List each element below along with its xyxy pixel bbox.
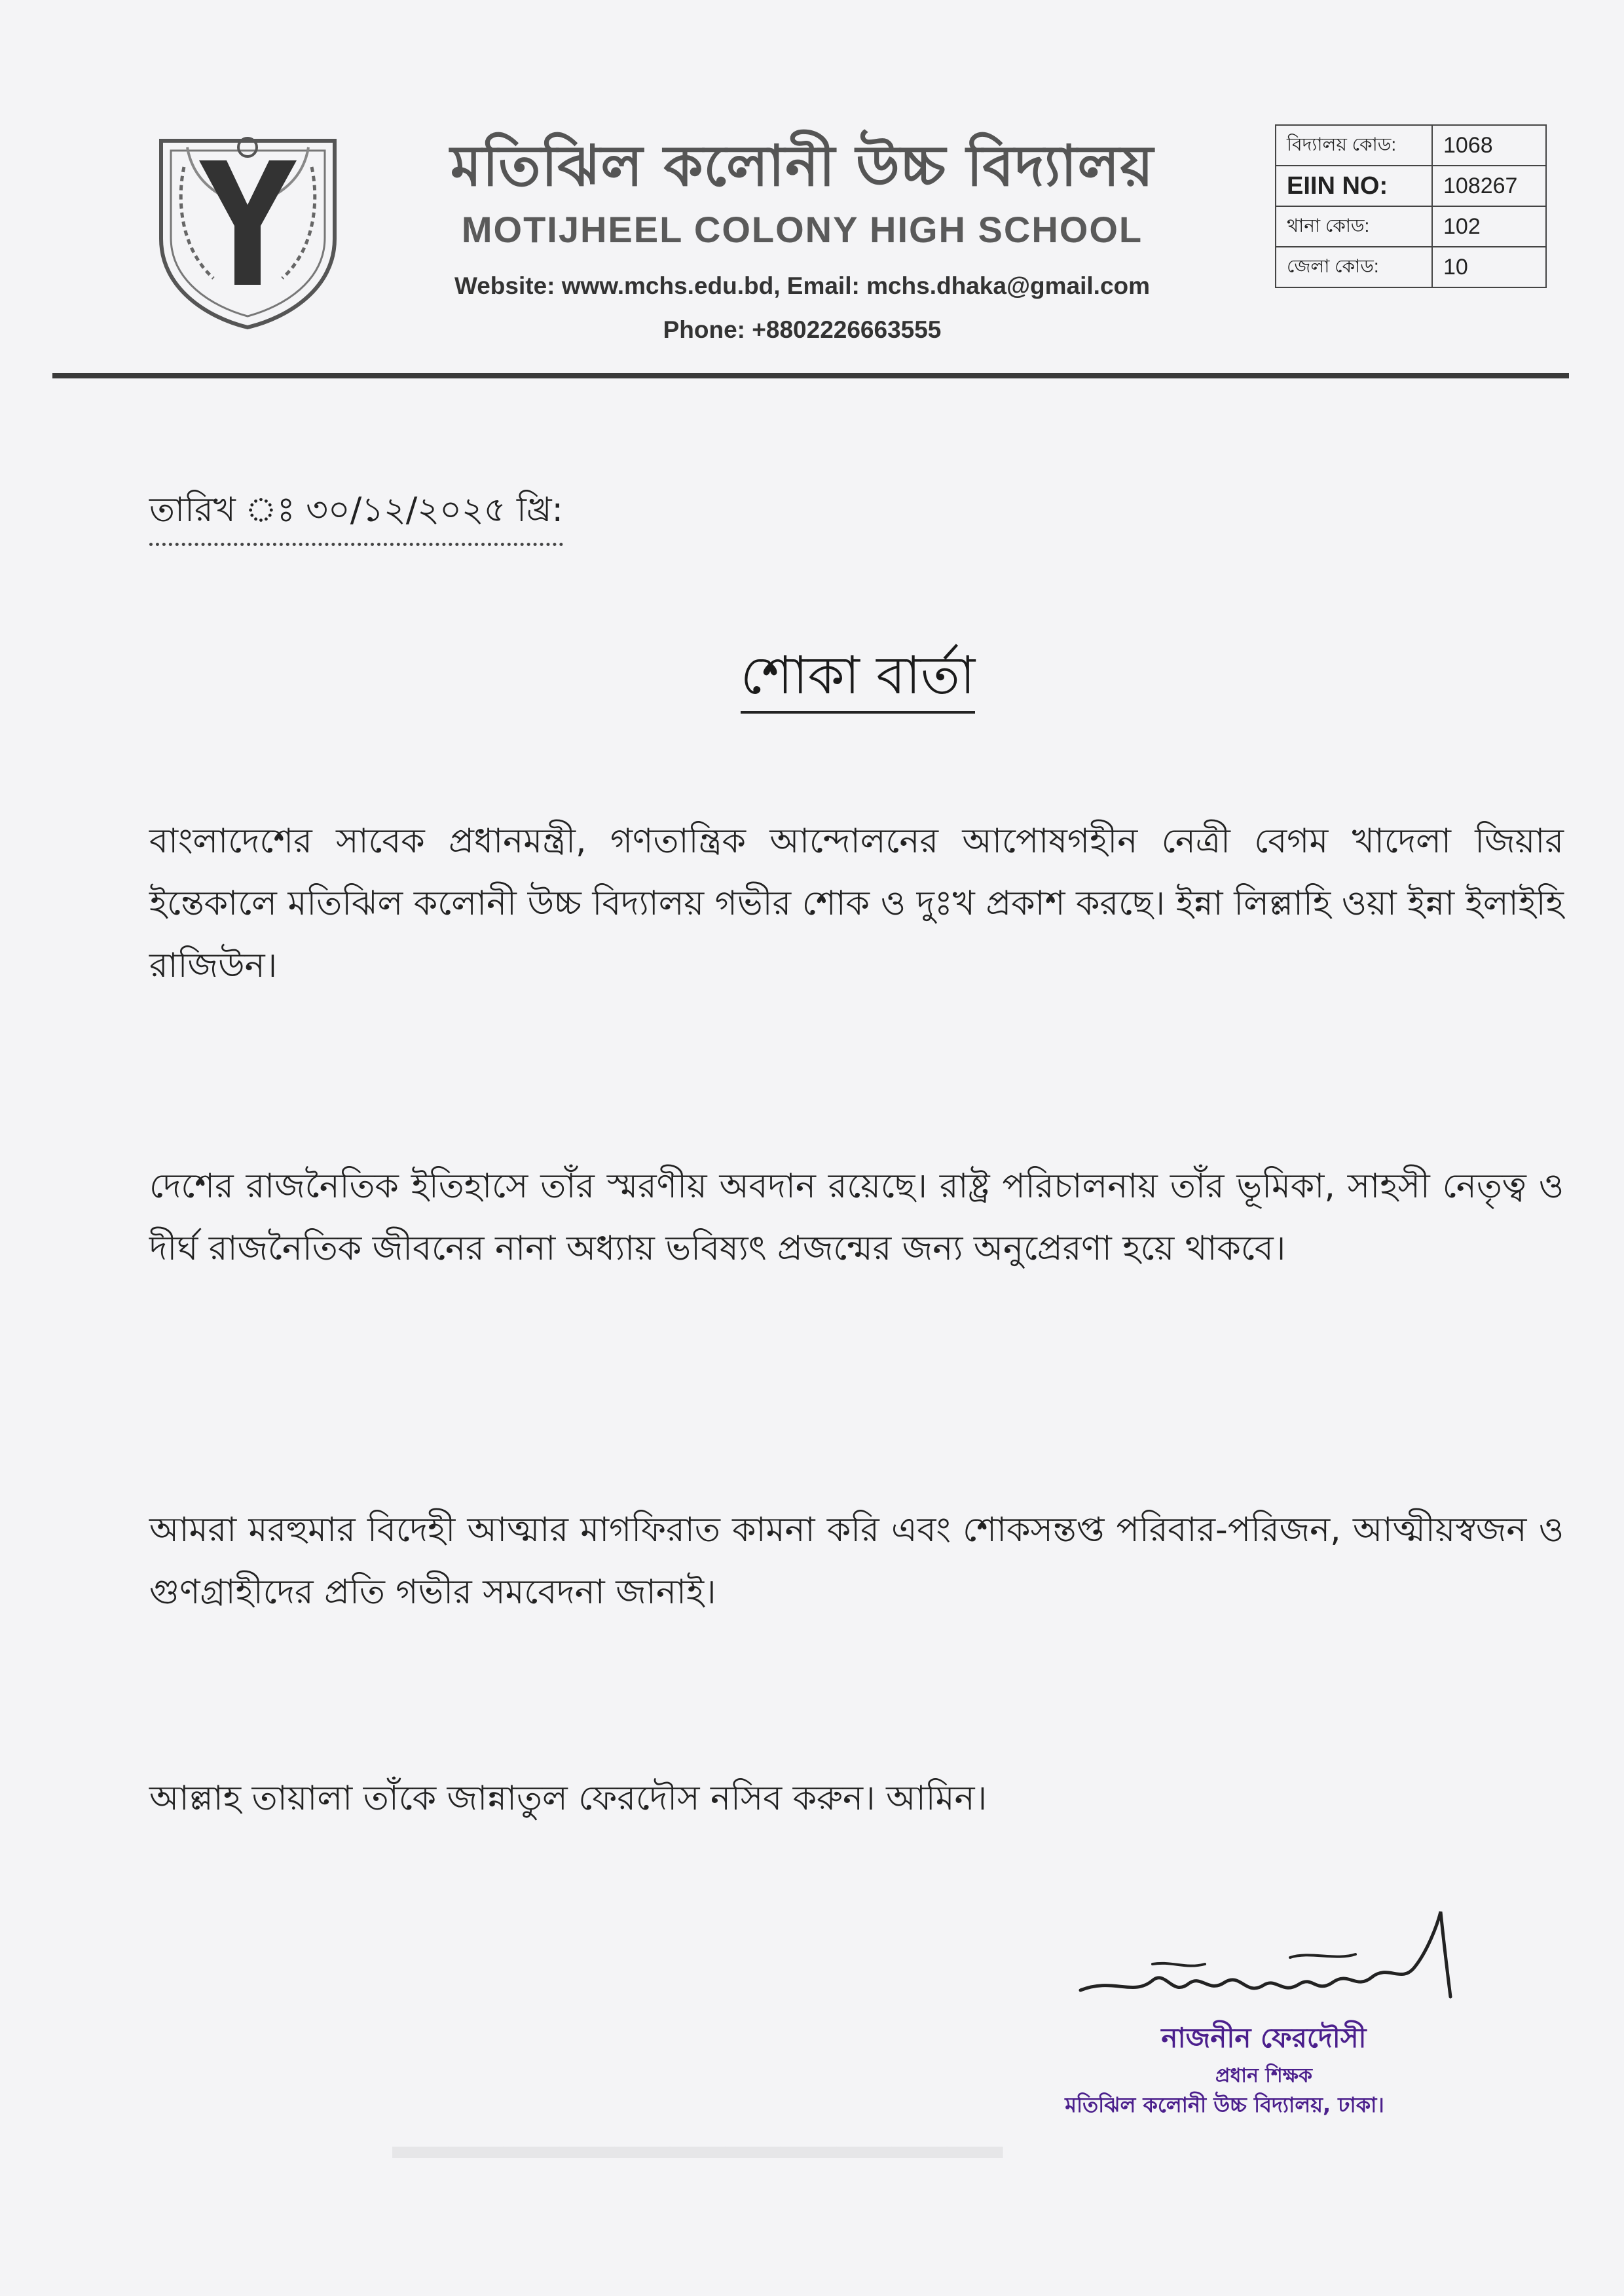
signature-image [1074, 1899, 1467, 2023]
school-name-bengali: মতিঝিল কলোনী উচ্চ বিদ্যালয় [450, 133, 1154, 199]
phone-line: Phone: +8802226663555 [663, 316, 942, 343]
notice-title-text: শোকা বার্তা [741, 645, 976, 714]
code-label: জেলা কোড: [1276, 247, 1432, 287]
paragraph: আমরা মরহুমার বিদেহী আত্মার মাগফিরাত কামনা করি এবং শোকসন্তপ্ত পরিবার-পরিজন, আত্মীয়স্বজন ও গুণগ্রাহীদের প্রতি গভীর সমবেদনা জানাই। [149, 1510, 1564, 1612]
school-codes-table [1275, 124, 1547, 288]
paragraph: আল্লাহ তায়ালা তাঁকে জান্নাতুল ফেরদৌস নসিব করুন। আমিন। [149, 1779, 987, 1818]
code-value: 102 [1432, 206, 1546, 247]
code-row [1276, 247, 1546, 287]
school-logo [148, 128, 348, 331]
code-value: 108267 [1432, 166, 1546, 206]
code-value: 1068 [1432, 125, 1546, 166]
code-label: EIIN NO: [1276, 166, 1432, 206]
reverse-bleed: ▔▔▔▔▔▔▔▔▔▔▔ [393, 2147, 1003, 2231]
notice-title [0, 635, 1624, 723]
code-row [1276, 125, 1546, 166]
contact-line: Website: www.mchs.edu.bd, Email: mchs.dhaka@gmail.com [454, 272, 1151, 299]
signatory-school: মতিঝিল কলোনী উচ্চ বিদ্যালয়, ঢাকা। [1065, 2092, 1384, 2117]
signatory-role: প্রধান শিক্ষক [1215, 2064, 1312, 2087]
code-label: থানা কোড: [1276, 206, 1432, 247]
header-divider [52, 373, 1569, 378]
date-line: তারিখ ঃ ৩০/১২/২০২৫ খ্রি: [149, 483, 563, 546]
signatory-name: নাজনীন ফেরদৌসী [1161, 2022, 1367, 2054]
code-value: 10 [1432, 247, 1546, 287]
paragraph: দেশের রাজনৈতিক ইতিহাসে তাঁর স্মরণীয় অবদান রয়েছে। রাষ্ট্র পরিচালনায় তাঁর ভূমিকা, সাহসী নেতৃত্ব ও দীর্ঘ রাজনৈতিক জীবনের নানা অধ্যায় ভবিষ্যৎ প্রজন্মের জন্য অনুপ্রেরণা হয়ে থাকবে। [149, 1167, 1564, 1268]
school-name-english: MOTIJHEEL COLONY HIGH SCHOOL [461, 209, 1143, 250]
code-row [1276, 206, 1546, 247]
paragraph: বাংলাদেশের সাবেক প্রধানমন্ত্রী, গণতান্ত্রিক আন্দোলনের আপোষগহীন নেত্রী বেগম খাদেলা জিয়ার ইন্তেকালে মতিঝিল কলোনী উচ্চ বিদ্যালয় গভীর শোক ও দুঃখ প্রকাশ করছে। ইন্না লিল্লাহি ওয়া ইন্না ইলাইহি রাজিউন। [149, 822, 1564, 985]
code-label: বিদ্যালয় কোড: [1276, 125, 1432, 166]
code-row [1276, 166, 1546, 206]
